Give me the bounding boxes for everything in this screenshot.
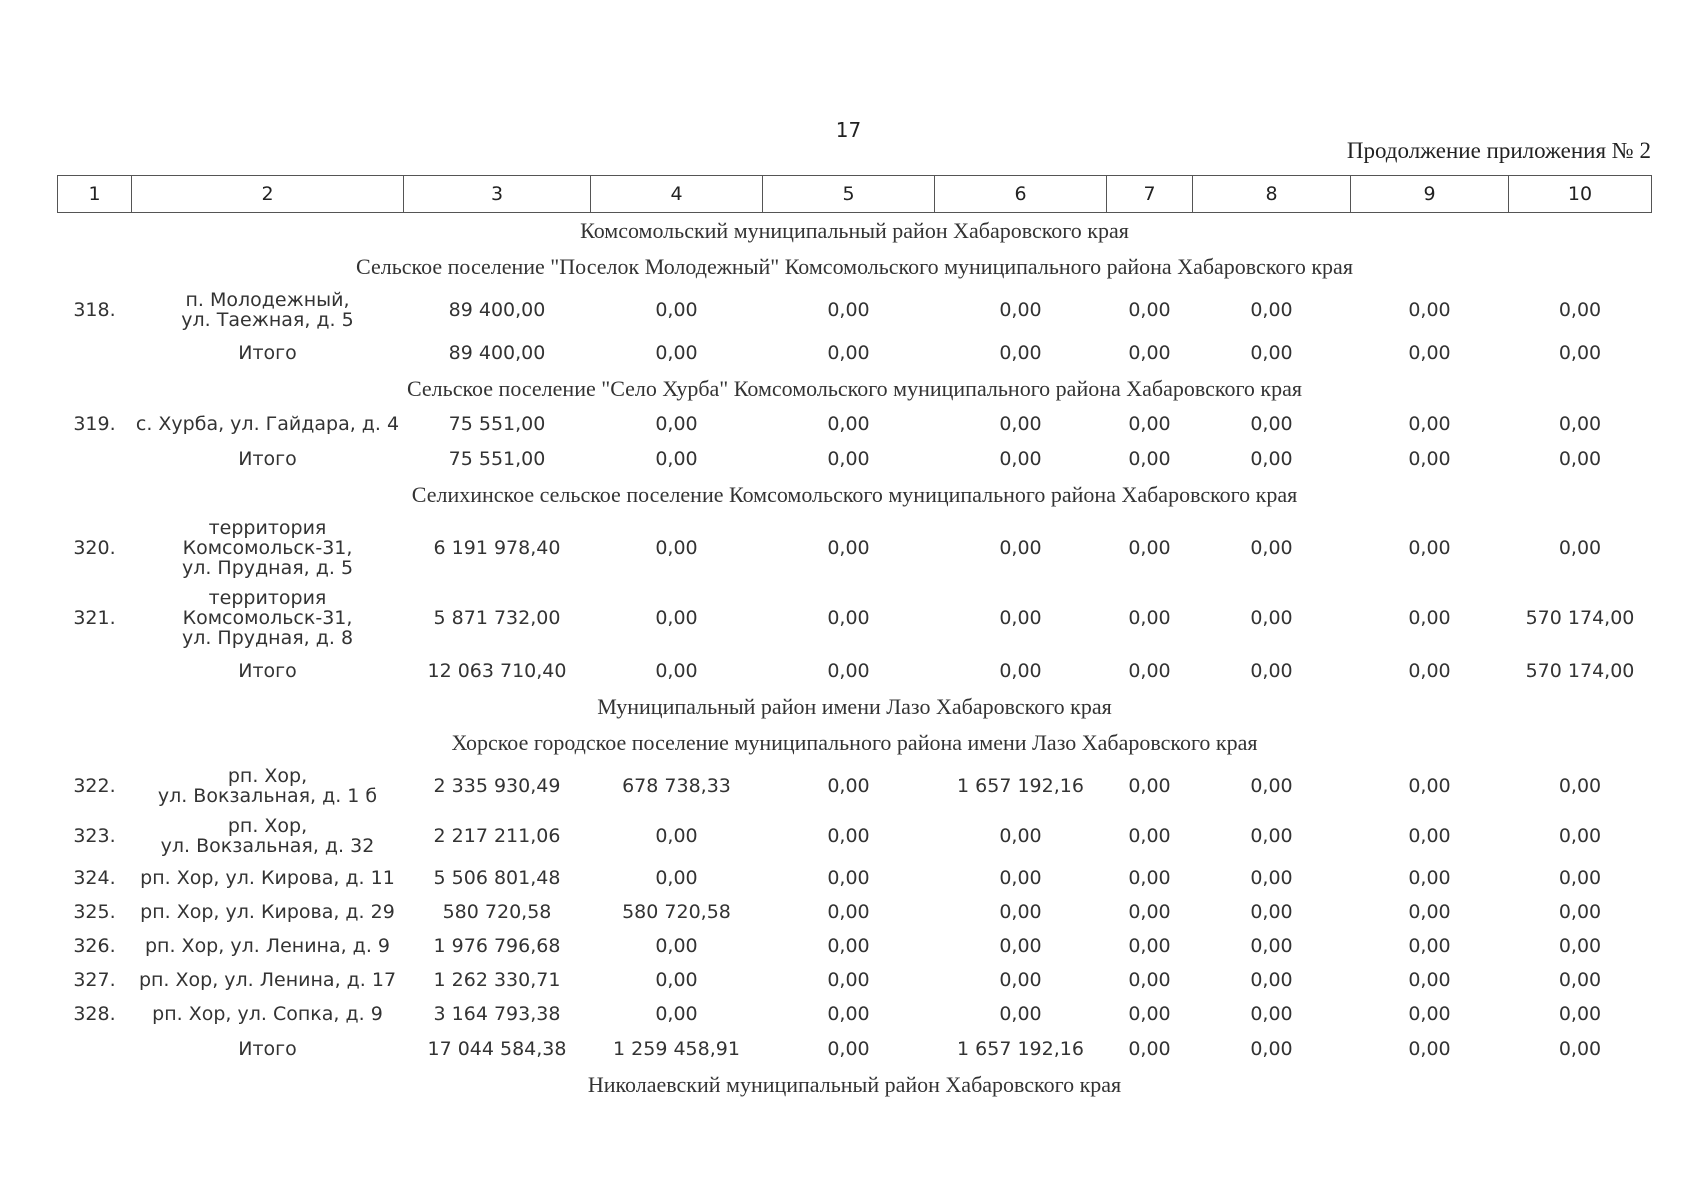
value-cell-col-5: 0,00 — [827, 969, 870, 991]
column-header-10: 10 — [1509, 176, 1652, 213]
total-row — [58, 335, 1652, 371]
value-cell-col-9: 0,00 — [1408, 775, 1451, 797]
value-cell-col-9: 0,00 — [1408, 935, 1451, 957]
row-number: 324. — [73, 867, 116, 889]
row-number: 328. — [73, 1003, 116, 1025]
value-cell-col-6: 0,00 — [999, 1003, 1042, 1025]
value-cell-col-6: 1 657 192,16 — [957, 1038, 1084, 1060]
address-line: рп. Хор, ул. Сопка, д. 9 — [152, 1003, 383, 1025]
column-number-row — [58, 176, 1652, 213]
value-cell-col-3: 1 976 796,68 — [433, 935, 561, 957]
value-cell-col-3: 6 191 978,40 — [433, 537, 561, 559]
value-cell-col-3: 580 720,58 — [442, 901, 552, 923]
address-cell — [132, 861, 404, 895]
row-number: 322. — [73, 775, 116, 797]
value-cell-col-10: 0,00 — [1558, 825, 1602, 847]
column-header-3: 3 — [404, 176, 591, 213]
value-cell-col-5: 0,00 — [827, 775, 870, 797]
address-line: с. Хурба, ул. Гайдара, д. 4 — [135, 413, 400, 435]
address-line: ул. Таежная, д. 5 — [181, 309, 354, 331]
section-heading: Сельское поселение "Село Хурба" Комсомольского муниципального района Хабаровского края — [406, 376, 1303, 401]
address-line: территория — [208, 587, 327, 609]
value-cell-col-10: 0,00 — [1558, 413, 1602, 435]
value-cell-col-3: 2 217 211,06 — [433, 825, 561, 847]
section-heading-row — [58, 725, 1652, 761]
value-cell-col-7: 0,00 — [1128, 342, 1171, 364]
table-body — [58, 213, 1652, 1104]
appendix-table — [57, 175, 1652, 1103]
value-cell-col-4: 0,00 — [655, 1003, 698, 1025]
section-heading: Селихинское сельское поселение Комсомольского муниципального района Хабаровского края — [411, 482, 1298, 507]
value-cell-col-3: 17 044 584,38 — [427, 1038, 567, 1060]
address-line: Комсомольск-31, — [182, 537, 353, 559]
value-cell-col-6: 1 657 192,16 — [957, 775, 1084, 797]
value-cell-col-5: 0,00 — [827, 867, 870, 889]
section-heading-row — [58, 1067, 1652, 1103]
address-line: рп. Хор, — [227, 765, 308, 787]
value-cell-col-8: 0,00 — [1250, 935, 1293, 957]
address-cell — [132, 285, 404, 335]
row-number — [58, 1031, 132, 1067]
value-cell-col-4: 678 738,33 — [622, 775, 731, 797]
value-cell-col-9: 0,00 — [1408, 901, 1451, 923]
section-heading: Сельское поселение "Поселок Молодежный" Комсомольского муниципального района Хабаровского края — [356, 254, 1353, 279]
value-cell-col-8: 0,00 — [1250, 1003, 1293, 1025]
address-line: рп. Хор, ул. Ленина, д. 17 — [138, 969, 397, 991]
value-cell-col-6: 0,00 — [999, 342, 1042, 364]
address-line: ул. Прудная, д. 8 — [181, 627, 354, 649]
value-cell-col-8: 0,00 — [1250, 867, 1293, 889]
section-heading-row — [58, 689, 1652, 725]
value-cell-col-10: 0,00 — [1558, 969, 1602, 991]
address-line: ул. Прудная, д. 5 — [181, 557, 354, 579]
value-cell-col-6: 0,00 — [999, 660, 1042, 682]
value-cell-col-8: 0,00 — [1250, 537, 1293, 559]
value-cell-col-5: 0,00 — [827, 901, 870, 923]
total-label — [132, 1031, 404, 1067]
section-heading: Комсомольский муниципальный район Хабаровского края — [580, 218, 1129, 243]
value-cell-col-5: 0,00 — [827, 537, 870, 559]
value-cell-col-4: 0,00 — [655, 413, 698, 435]
value-cell-col-10: 0,00 — [1558, 775, 1602, 797]
value-cell-col-4: 0,00 — [655, 342, 698, 364]
value-cell-col-8: 0,00 — [1250, 660, 1293, 682]
table-row — [58, 895, 1652, 929]
value-cell-col-9: 0,00 — [1408, 867, 1451, 889]
value-cell-col-6: 0,00 — [999, 413, 1042, 435]
value-cell-col-4: 0,00 — [655, 607, 698, 629]
value-cell-col-9: 0,00 — [1408, 299, 1451, 321]
address-line: ул. Вокзальная, д. 32 — [160, 835, 375, 857]
row-number — [58, 335, 132, 371]
value-cell-col-6: 0,00 — [999, 901, 1042, 923]
address-line: территория — [208, 517, 327, 539]
value-cell-col-8: 0,00 — [1250, 969, 1293, 991]
address-line: Итого — [238, 1038, 297, 1060]
value-cell-col-8: 0,00 — [1250, 413, 1293, 435]
value-cell-col-3: 5 506 801,48 — [433, 867, 561, 889]
value-cell-col-7: 0,00 — [1128, 825, 1171, 847]
value-cell-col-3: 3 164 793,38 — [433, 1003, 561, 1025]
value-cell-col-8: 0,00 — [1250, 901, 1293, 923]
value-cell-col-7: 0,00 — [1128, 299, 1171, 321]
value-cell-col-8: 0,00 — [1250, 448, 1293, 470]
column-header-5: 5 — [763, 176, 935, 213]
page-number: 17 — [835, 118, 862, 142]
address-cell — [132, 583, 404, 653]
table-row — [58, 407, 1652, 441]
column-header-8: 8 — [1193, 176, 1351, 213]
value-cell-col-9: 0,00 — [1408, 537, 1451, 559]
value-cell-col-10: 0,00 — [1558, 1038, 1602, 1060]
value-cell-col-7: 0,00 — [1128, 867, 1171, 889]
address-line: Итого — [238, 448, 297, 470]
address-cell — [132, 963, 404, 997]
value-cell-col-5: 0,00 — [827, 935, 870, 957]
table-row — [58, 811, 1652, 861]
total-row — [58, 1031, 1652, 1067]
value-cell-col-3: 1 262 330,71 — [433, 969, 561, 991]
address-cell — [132, 407, 404, 441]
address-cell — [132, 761, 404, 811]
value-cell-col-7: 0,00 — [1128, 537, 1171, 559]
address-line: рп. Хор, ул. Кирова, д. 11 — [140, 867, 395, 889]
value-cell-col-4: 1 259 458,91 — [613, 1038, 740, 1060]
value-cell-col-9: 0,00 — [1408, 413, 1451, 435]
value-cell-col-9: 0,00 — [1408, 448, 1451, 470]
value-cell-col-9: 0,00 — [1408, 660, 1451, 682]
address-cell — [132, 929, 404, 963]
value-cell-col-7: 0,00 — [1128, 969, 1171, 991]
table-row — [58, 285, 1652, 335]
value-cell-col-6: 0,00 — [999, 537, 1042, 559]
row-number: 323. — [73, 825, 116, 847]
value-cell-col-10: 0,00 — [1558, 935, 1602, 957]
value-cell-col-3: 89 400,00 — [448, 299, 546, 321]
row-number: 327. — [73, 969, 116, 991]
value-cell-col-10: 0,00 — [1558, 1003, 1602, 1025]
value-cell-col-5: 0,00 — [827, 413, 870, 435]
address-line: Итого — [238, 342, 297, 364]
table-row — [58, 861, 1652, 895]
row-number: 319. — [73, 413, 116, 435]
column-header-2: 2 — [132, 176, 404, 213]
value-cell-col-6: 0,00 — [999, 448, 1042, 470]
table-row — [58, 583, 1652, 653]
value-cell-col-4: 0,00 — [655, 867, 698, 889]
column-header-9: 9 — [1351, 176, 1509, 213]
value-cell-col-8: 0,00 — [1250, 825, 1293, 847]
value-cell-col-6: 0,00 — [999, 825, 1042, 847]
value-cell-col-9: 0,00 — [1408, 825, 1451, 847]
table-row — [58, 963, 1652, 997]
value-cell-col-7: 0,00 — [1128, 607, 1171, 629]
address-cell — [132, 997, 404, 1031]
address-line: рп. Хор, — [227, 815, 308, 837]
value-cell-col-7: 0,00 — [1128, 1038, 1171, 1060]
address-line: п. Молодежный, — [185, 289, 350, 311]
total-label — [132, 441, 404, 477]
value-cell-col-7: 0,00 — [1128, 901, 1171, 923]
value-cell-col-10: 0,00 — [1558, 448, 1602, 470]
value-cell-col-5: 0,00 — [827, 825, 870, 847]
value-cell-col-3: 89 400,00 — [448, 342, 546, 364]
continuation-label: Продолжение приложения № 2 — [1346, 138, 1651, 163]
value-cell-col-8: 0,00 — [1250, 607, 1293, 629]
total-label — [132, 335, 404, 371]
value-cell-col-5: 0,00 — [827, 1003, 870, 1025]
column-header-4: 4 — [591, 176, 763, 213]
total-row — [58, 653, 1652, 689]
value-cell-col-4: 0,00 — [655, 448, 698, 470]
section-heading-row — [58, 213, 1652, 250]
row-number: 326. — [73, 935, 116, 957]
value-cell-col-4: 0,00 — [655, 660, 698, 682]
value-cell-col-3: 5 871 732,00 — [433, 607, 561, 629]
section-heading: Николаевский муниципальный район Хабаровского края — [587, 1072, 1122, 1097]
value-cell-col-6: 0,00 — [999, 969, 1042, 991]
value-cell-col-4: 0,00 — [655, 969, 698, 991]
value-cell-col-7: 0,00 — [1128, 413, 1171, 435]
row-number — [58, 653, 132, 689]
table-row — [58, 929, 1652, 963]
address-cell — [132, 513, 404, 583]
table-row — [58, 761, 1652, 811]
value-cell-col-7: 0,00 — [1128, 775, 1171, 797]
row-number — [58, 441, 132, 477]
address-line: рп. Хор, ул. Кирова, д. 29 — [140, 901, 395, 923]
section-heading-row — [58, 249, 1652, 285]
value-cell-col-10: 570 174,00 — [1525, 607, 1635, 629]
value-cell-col-10: 0,00 — [1558, 867, 1602, 889]
row-number: 320. — [73, 537, 116, 559]
value-cell-col-7: 0,00 — [1128, 448, 1171, 470]
value-cell-col-4: 0,00 — [655, 935, 698, 957]
address-line: рп. Хор, ул. Ленина, д. 9 — [144, 935, 390, 957]
address-line: ул. Вокзальная, д. 1 б — [157, 785, 378, 807]
section-heading-row — [58, 371, 1652, 407]
value-cell-col-7: 0,00 — [1128, 660, 1171, 682]
value-cell-col-9: 0,00 — [1408, 607, 1451, 629]
value-cell-col-5: 0,00 — [827, 448, 870, 470]
value-cell-col-3: 75 551,00 — [448, 413, 546, 435]
section-heading: Муниципальный район имени Лазо Хабаровского края — [597, 694, 1112, 719]
address-cell — [132, 811, 404, 861]
row-number: 321. — [73, 607, 116, 629]
value-cell-col-7: 0,00 — [1128, 935, 1171, 957]
column-header-1: 1 — [58, 176, 132, 213]
value-cell-col-5: 0,00 — [827, 607, 870, 629]
row-number: 318. — [73, 299, 116, 321]
total-label — [132, 653, 404, 689]
value-cell-col-9: 0,00 — [1408, 969, 1451, 991]
column-header-6: 6 — [935, 176, 1107, 213]
value-cell-col-4: 0,00 — [655, 299, 698, 321]
value-cell-col-9: 0,00 — [1408, 1003, 1451, 1025]
value-cell-col-5: 0,00 — [827, 1038, 870, 1060]
section-heading: Хорское городское поселение муниципального района имени Лазо Хабаровского края — [451, 730, 1258, 755]
address-cell — [132, 895, 404, 929]
value-cell-col-10: 0,00 — [1558, 537, 1602, 559]
address-line: Итого — [238, 660, 297, 682]
value-cell-col-10: 570 174,00 — [1525, 660, 1635, 682]
value-cell-col-9: 0,00 — [1408, 1038, 1451, 1060]
value-cell-col-6: 0,00 — [999, 299, 1042, 321]
value-cell-col-7: 0,00 — [1128, 1003, 1171, 1025]
value-cell-col-4: 0,00 — [655, 825, 698, 847]
section-heading-row — [58, 477, 1652, 513]
table-row — [58, 513, 1652, 583]
value-cell-col-9: 0,00 — [1408, 342, 1451, 364]
value-cell-col-3: 2 335 930,49 — [433, 775, 561, 797]
value-cell-col-5: 0,00 — [827, 660, 870, 682]
table-row — [58, 997, 1652, 1031]
value-cell-col-8: 0,00 — [1250, 775, 1293, 797]
value-cell-col-3: 75 551,00 — [448, 448, 546, 470]
value-cell-col-10: 0,00 — [1558, 901, 1602, 923]
address-line: Комсомольск-31, — [182, 607, 353, 629]
value-cell-col-4: 580 720,58 — [622, 901, 731, 923]
value-cell-col-6: 0,00 — [999, 935, 1042, 957]
value-cell-col-6: 0,00 — [999, 867, 1042, 889]
value-cell-col-5: 0,00 — [827, 299, 870, 321]
value-cell-col-8: 0,00 — [1250, 1038, 1293, 1060]
value-cell-col-5: 0,00 — [827, 342, 870, 364]
value-cell-col-4: 0,00 — [655, 537, 698, 559]
value-cell-col-6: 0,00 — [999, 607, 1042, 629]
value-cell-col-8: 0,00 — [1250, 299, 1293, 321]
value-cell-col-10: 0,00 — [1558, 342, 1602, 364]
value-cell-col-3: 12 063 710,40 — [427, 660, 567, 682]
value-cell-col-10: 0,00 — [1558, 299, 1602, 321]
value-cell-col-8: 0,00 — [1250, 342, 1293, 364]
row-number: 325. — [73, 901, 116, 923]
column-header-7: 7 — [1107, 176, 1193, 213]
total-row — [58, 441, 1652, 477]
